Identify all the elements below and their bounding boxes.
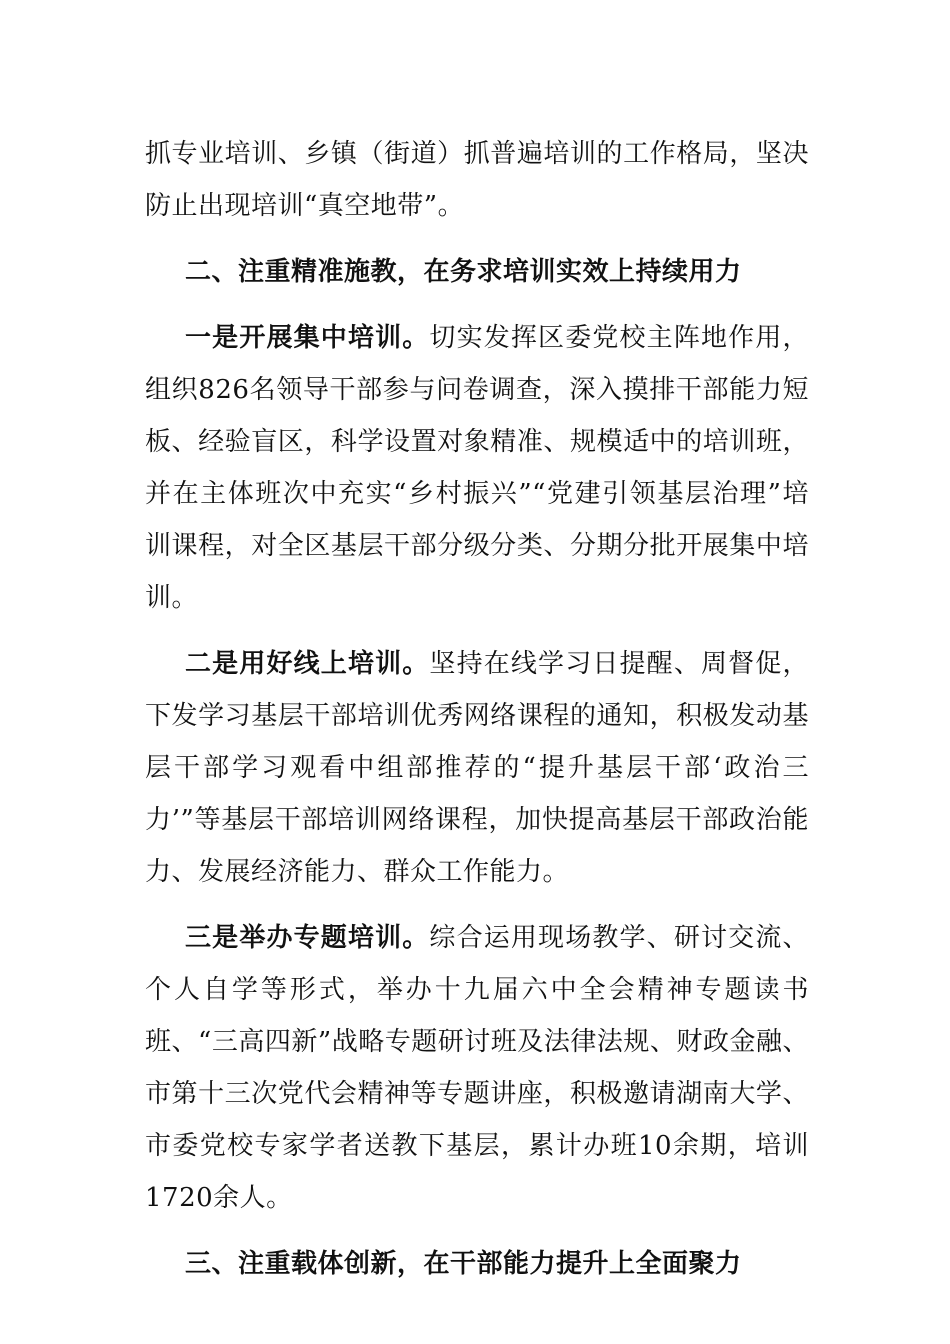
- paragraph-text: 坚持在线学习日提醒、周督促，下发学习基层干部培训优秀网络课程的通知，积极发动基层干部学习观看中组部推荐的“提升基层干部‘政治三力’”等基层干部培训网络课程，加快提高基层干部政治能力、发展经济能力、群众工作能力。: [145, 649, 809, 887]
- paragraph-continuation: 抓专业培训、乡镇（街道）抓普遍培训的工作格局，坚决防止出现培训“真空地带”。: [145, 139, 809, 221]
- paragraph-lead: 三是举办专题培训。: [185, 923, 430, 953]
- spacer: [145, 298, 809, 312]
- document-body: [145, 128, 809, 1290]
- section-heading-2: 二、注重精准施教，在务求培训实效上持续用力: [185, 257, 742, 287]
- paragraph-text: 切实发挥区委党校主阵地作用，组织826名领导干部参与问卷调查，深入摸排干部能力短板、经验盲区，科学设置对象精准、规模适中的培训班，并在主体班次中充实“乡村振兴”“党建引领基层治理”培训课程，对全区基层干部分级分类、分期分批开展集中培训。: [145, 323, 809, 613]
- spacer: [145, 1224, 809, 1238]
- paragraph-special-training: [145, 912, 809, 1224]
- paragraph-lead: 一是开展集中培训。: [185, 323, 430, 353]
- spacer: [145, 898, 809, 912]
- section-heading-3: 三、注重载体创新，在干部能力提升上全面聚力: [185, 1249, 742, 1279]
- paragraph-lead: 二是用好线上培训。: [185, 649, 430, 679]
- spacer: [145, 232, 809, 246]
- paragraph-online-training: [145, 638, 809, 898]
- paragraph-text: 综合运用现场教学、研讨交流、个人自学等形式，举办十九届六中全会精神专题读书班、“三高四新”战略专题研讨班及法律法规、财政金融、市第十三次党代会精神等专题讲座，积极邀请湖南大学、市委党校专家学者送教下基层，累计办班10余期，培训1720余人。: [145, 923, 809, 1213]
- spacer: [145, 624, 809, 638]
- paragraph-centralized-training: [145, 312, 809, 624]
